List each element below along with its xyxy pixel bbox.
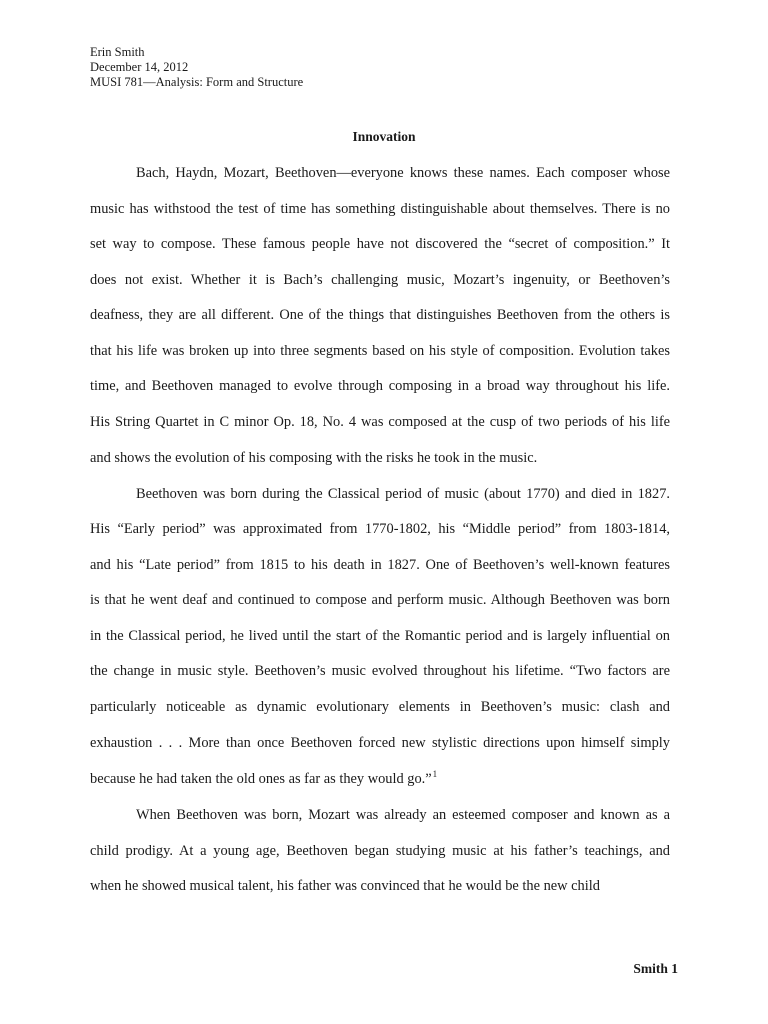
page-number: Smith 1 xyxy=(633,961,678,976)
paragraph-1-line: deafness, they are all different. One of the things that distinguishes Beethoven from the others is xyxy=(90,307,670,323)
paragraph-2-line: in the Classical period, he lived until the start of the Romantic period and is largely influential on xyxy=(90,628,670,644)
paragraph-2-line: particularly noticeable as dynamic evolutionary elements in Beethoven’s music: clash and xyxy=(90,699,670,715)
paragraph-2-line: His “Early period” was approximated from 1770-1802, his “Middle period” from 1803-1814, xyxy=(90,521,670,537)
paragraph-2-line: Beethoven was born during the Classical period of music (about 1770) and died in 1827. xyxy=(136,486,670,502)
paragraph-1-line: His String Quartet in C minor Op. 18, No. 4 was composed at the cusp of two periods of his life xyxy=(90,414,670,430)
paragraph-3-line: when he showed musical talent, his father was convinced that he would be the new child xyxy=(90,878,600,894)
paragraph-1-line: and shows the evolution of his composing with the risks he took in the music. xyxy=(90,450,538,466)
author-name: Erin Smith xyxy=(90,45,145,59)
paragraph-1-line: set way to compose. These famous people have not discovered the “secret of composition.” It xyxy=(90,236,670,252)
paragraph-2-text: because he had taken the old ones as far as they would go.” xyxy=(90,771,432,787)
paragraph-2-line-last xyxy=(90,770,670,789)
paragraph-3-line: child prodigy. At a young age, Beethoven began studying music at his father’s teachings, and xyxy=(90,843,670,859)
paragraph-2-line: exhaustion . . . More than once Beethoven forced new stylistic directions upon himself simply xyxy=(90,735,670,751)
paragraph-2-line: and his “Late period” from 1815 to his death in 1827. One of Beethoven’s well-known features xyxy=(90,557,670,573)
essay-title: Innovation xyxy=(352,129,416,144)
paragraph-1-line: music has withstood the test of time has something distinguishable about themselves. There is no xyxy=(90,201,670,217)
document-date: December 14, 2012 xyxy=(90,60,189,74)
document-header xyxy=(90,45,303,90)
paragraph-1-line: time, and Beethoven managed to evolve through composing in a broad way throughout his life. xyxy=(90,378,670,394)
course-title: MUSI 781—Analysis: Form and Structure xyxy=(90,75,304,89)
paragraph-1-line: does not exist. Whether it is Bach’s challenging music, Mozart’s ingenuity, or Beethoven’s xyxy=(90,272,670,288)
paragraph-1-line: Bach, Haydn, Mozart, Beethoven—everyone knows these names. Each composer whose xyxy=(136,165,670,181)
paragraph-3-line: When Beethoven was born, Mozart was already an esteemed composer and known as a xyxy=(136,807,670,823)
paragraph-1-line: that his life was broken up into three segments based on his style of composition. Evolution takes xyxy=(90,343,670,359)
paragraph-2-line: the change in music style. Beethoven’s music evolved throughout his lifetime. “Two factors are xyxy=(90,663,670,679)
paragraph-2-line: is that he went deaf and continued to compose and perform music. Although Beethoven was born xyxy=(90,592,670,608)
footnote-marker[interactable]: 1 xyxy=(432,769,438,779)
